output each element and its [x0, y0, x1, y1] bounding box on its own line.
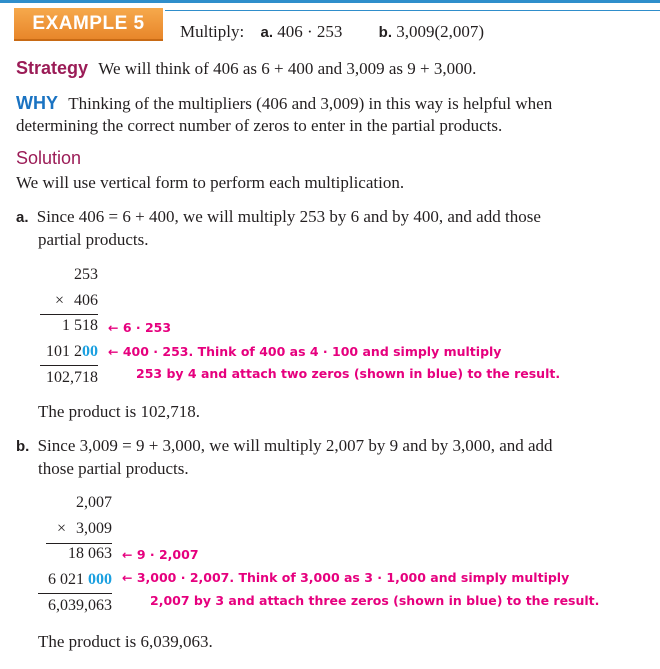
part-b-line-2: those partial products. — [38, 459, 189, 478]
a-rule-1 — [40, 314, 98, 315]
b-partial-2 — [20, 571, 112, 589]
times-symbol: × — [54, 292, 64, 309]
a-note-2-line-2: 253 by 4 and attach two zeros (shown in blue) to the result. — [136, 366, 561, 381]
part-b-label: b. — [378, 24, 393, 41]
part-b-line-1 — [16, 436, 553, 456]
a-partial-1: 1 518 — [62, 317, 98, 334]
b-rule-1 — [46, 543, 112, 544]
b-rule-2 — [38, 593, 112, 594]
a-note-2-line-1: ← 400 · 253. Think of 400 as 4 · 100 and simply multiply — [108, 344, 502, 359]
why-text-1: Thinking of the multipliers (406 and 3,009) in this way is helpful when — [68, 94, 553, 113]
why-heading: WHY — [16, 93, 58, 113]
b-note-2-line-2: 2,007 by 3 and attach three zeros (shown in blue) to the result. — [150, 593, 600, 608]
strategy-heading: Strategy — [16, 58, 89, 78]
example-badge: EXAMPLE 5 — [14, 8, 163, 41]
b-multiplicand: 2,007 — [76, 494, 112, 511]
part-a-text-1: Since 406 = 6 + 400, we will multiply 253 by 6 and by 400, and add those — [36, 207, 541, 226]
a-note-1: ← 6 · 253 — [108, 320, 172, 335]
why-line-1 — [16, 93, 552, 114]
strategy-text: We will think of 406 as 6 + 400 and 3,009 as 9 + 3,000. — [98, 59, 477, 78]
b-conclusion: The product is 6,039,063. — [38, 632, 213, 651]
part-a-line-2: partial products. — [38, 230, 149, 249]
a-rule-2 — [40, 365, 98, 366]
strategy-paragraph — [16, 58, 476, 79]
b-multiplier: 3,009 — [76, 520, 112, 537]
solution-intro: We will use vertical form to perform each multiplication. — [16, 173, 405, 192]
part-b-text-1: Since 3,009 = 9 + 3,000, we will multiply 2,007 by 9 and by 3,000, and add — [37, 436, 553, 455]
b-note-1: ← 9 · 2,007 — [122, 547, 199, 562]
multiply-label: Multiply: — [180, 22, 245, 41]
header-prompt — [180, 22, 484, 42]
part-a-item-label: a. — [16, 209, 29, 226]
header-rule — [165, 10, 660, 11]
b-result: 6,039,063 — [48, 597, 112, 614]
why-line-2: determining the correct number of zeros to enter in the partial products. — [16, 116, 503, 135]
part-a-label: a. — [260, 24, 273, 41]
part-a-expression: 406 · 253 — [277, 22, 343, 41]
a-multiplier: 406 — [74, 292, 98, 309]
a-multiplier-row — [40, 292, 98, 310]
a-conclusion: The product is 102,718. — [38, 402, 200, 421]
a-result: 102,718 — [46, 369, 98, 386]
part-b-item-label: b. — [16, 438, 30, 455]
b-partial-1: 18 063 — [68, 545, 112, 562]
b-partial-2-zeros: 000 — [88, 571, 112, 588]
part-b-expression: 3,009(2,007) — [396, 22, 485, 41]
solution-heading: Solution — [16, 148, 82, 168]
part-a-line-1 — [16, 207, 541, 227]
times-symbol-b: × — [56, 520, 66, 537]
b-multiplier-row — [30, 520, 112, 538]
b-partial-2-digits: 6 021 — [48, 571, 88, 588]
b-note-2-line-1: ← 3,000 · 2,007. Think of 3,000 as 3 · 1,000 and simply multiply — [122, 570, 570, 585]
a-partial-2-digits: 101 2 — [46, 343, 82, 360]
a-partial-2-zeros: 00 — [82, 343, 98, 360]
a-multiplicand: 253 — [74, 266, 98, 283]
a-partial-2 — [30, 343, 98, 361]
top-rule — [0, 0, 660, 3]
